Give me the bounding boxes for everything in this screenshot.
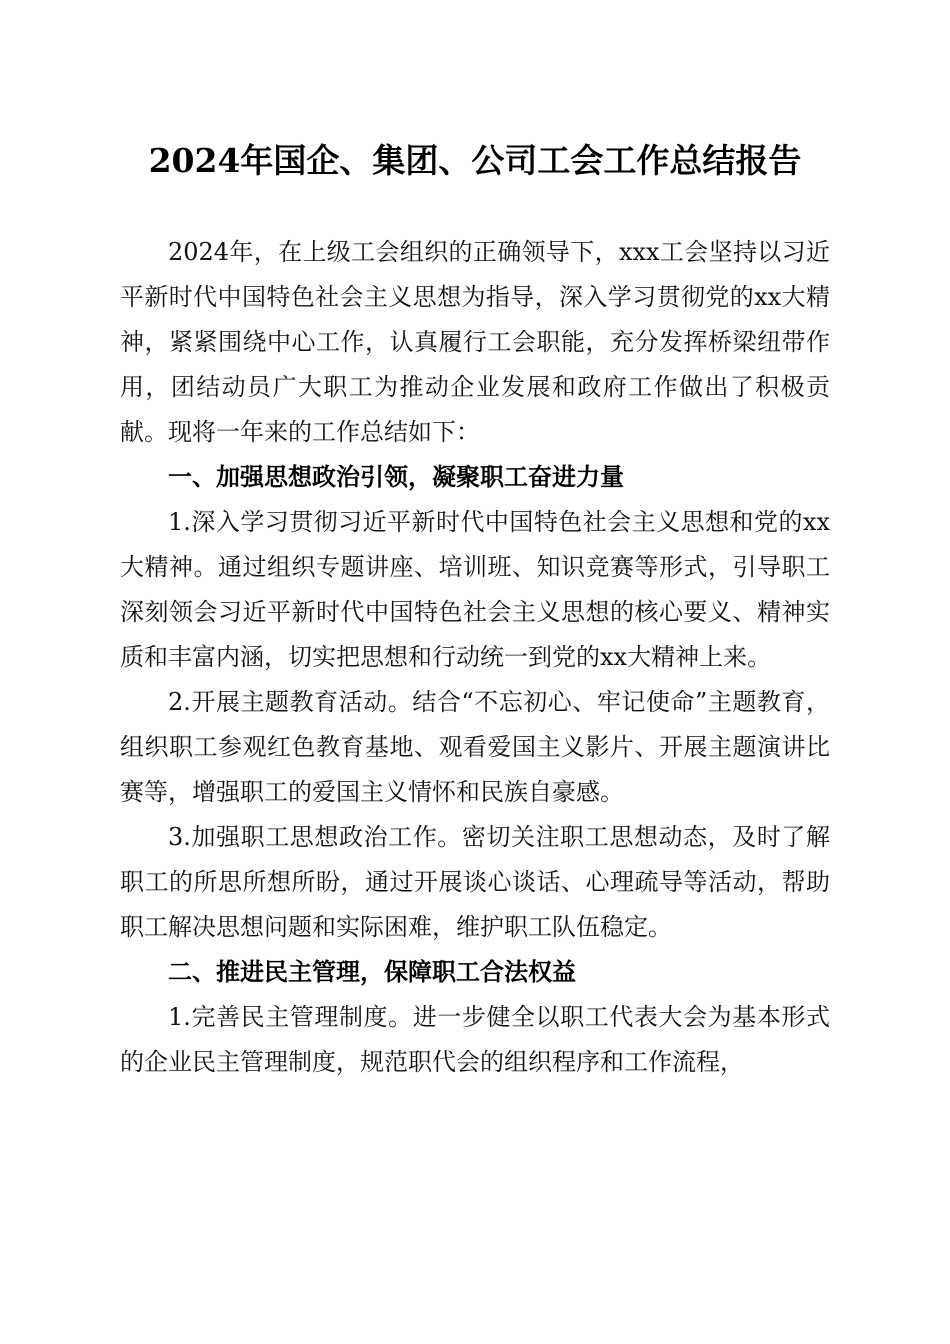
intro-paragraph: 2024年，在上级工会组织的正确领导下，xxx工会坚持以习近平新时代中国特色社会主义思想为指导，深入学习贯彻党的xx大精神，紧紧围绕中心工作，认真履行工会职能，充分发挥桥梁纽带作用，团结动员广大职工为推动企业发展和政府工作做出了积极贡献。现将一年来的工作总结如下： bbox=[120, 238, 830, 446]
paragraph-1-1: 1.深入学习贯彻习近平新时代中国特色社会主义思想和党的xx大精神。通过组织专题讲座、培训班、知识竞赛等形式，引导职工深刻领会习近平新时代中国特色社会主义思想的核心要义、精神实质和丰富内涵，切实把思想和行动统一到党的xx大精神上来。 bbox=[120, 508, 830, 671]
paragraph-1-3: 3.加强职工思想政治工作。密切关注职工思想动态，及时了解职工的所思所想所盼，通过开展谈心谈话、心理疏导等活动，帮助职工解决思想问题和实际困难，维护职工队伍稳定。 bbox=[120, 823, 830, 941]
section-heading-2: 二、推进民主管理，保障职工合法权益 bbox=[168, 958, 576, 986]
document-body bbox=[120, 230, 830, 1085]
paragraph-1-2: 2.开展主题教育活动。结合“不忘初心、牢记使命”主题教育，组织职工参观红色教育基地、观看爱国主义影片、开展主题演讲比赛等，增强职工的爱国主义情怀和民族自豪感。 bbox=[120, 688, 830, 806]
document-title: 2024年国企、集团、公司工会工作总结报告 bbox=[148, 141, 802, 180]
section-heading-1: 一、加强思想政治引领，凝聚职工奋进力量 bbox=[168, 463, 624, 491]
paragraph-2-1: 1.完善民主管理制度。进一步健全以职工代表大会为基本形式的企业民主管理制度，规范职代会的组织程序和工作流程， bbox=[120, 1003, 830, 1076]
